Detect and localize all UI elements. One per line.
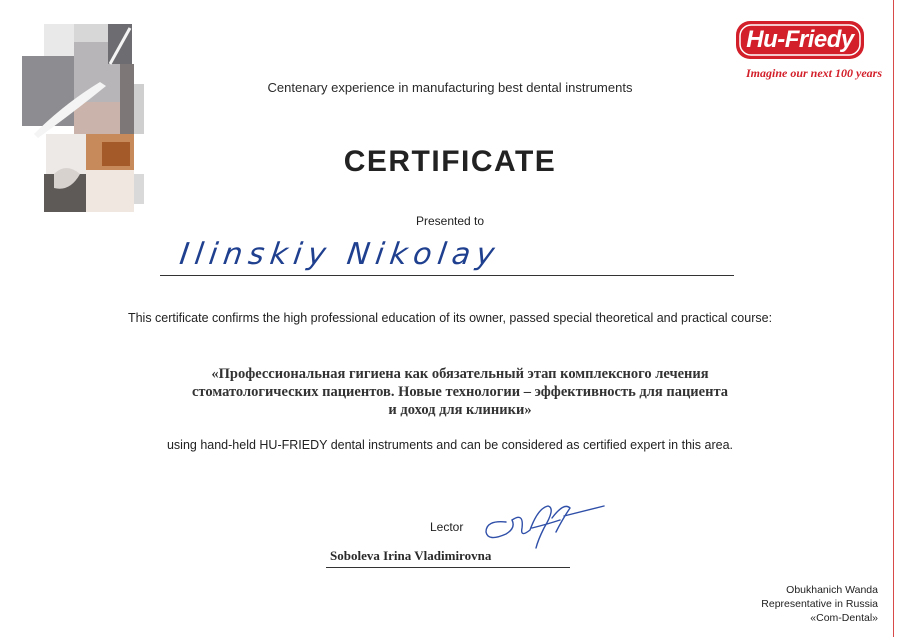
representative-company: «Com-Dental» (810, 612, 878, 624)
course-title (100, 365, 820, 419)
recipient-underline (160, 275, 734, 276)
lector-label: Lector (430, 520, 464, 534)
representative-block (690, 583, 878, 625)
usage-text: using hand-held HU-FRIEDY dental instruments and can be considered as certified expert in this area. (166, 438, 734, 452)
representative-role: Representative in Russia (761, 598, 878, 610)
dental-collage-image (14, 24, 164, 214)
course-title-line: «Профессиональная гигиена как обязательный этап комплексного лечения (211, 366, 709, 382)
lector-name: Soboleva Irina Vladimirovna (330, 548, 492, 563)
logo-wordmark (735, 20, 865, 60)
course-title-line: стоматологических пациентов. Новые технологии – эффективность для пациента (191, 384, 728, 400)
lector-underline (326, 567, 570, 568)
representative-name: Obukhanich Wanda (786, 584, 878, 596)
recipient-name: Ilinskiy Nikolay (177, 237, 503, 272)
brand-tagline: Imagine our next 100 years (745, 66, 882, 80)
presented-to-label: Presented to (415, 214, 485, 228)
lector-signature (478, 498, 608, 553)
experience-line: Centenary experience in manufacturing best dental instruments (267, 80, 633, 95)
certificate-title: CERTIFICATE (343, 145, 557, 178)
logo-text: Hu-Friedy (746, 26, 854, 53)
course-title-line: и доход для клиники» (388, 402, 532, 418)
confirmation-text: This certificate confirms the high professional education of its owner, passed special theoretical and practical course: (127, 311, 773, 325)
